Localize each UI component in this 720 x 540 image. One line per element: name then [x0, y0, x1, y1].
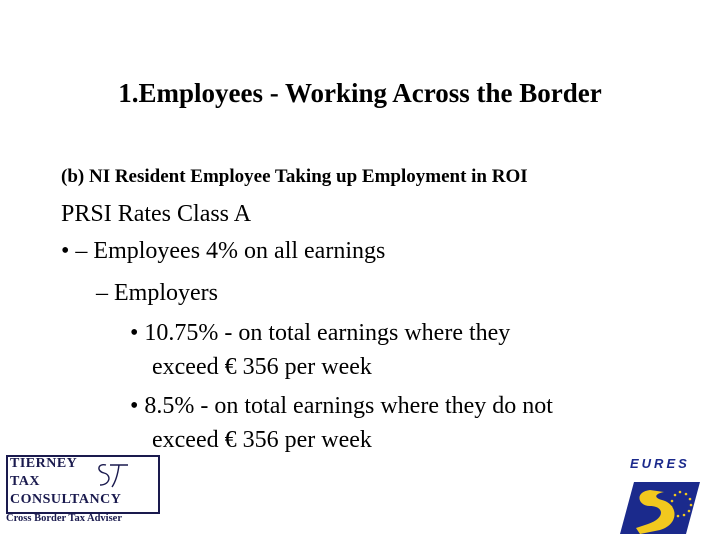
rate1-text: 10.75% - on total earnings where they	[138, 320, 511, 346]
rate1-continuation: exceed € 356 per week	[152, 354, 372, 380]
slide-title: 1.Employees - Working Across the Border	[118, 78, 602, 108]
rate2-continuation: exceed € 356 per week	[152, 427, 372, 453]
prsi-heading: PRSI Rates Class A	[61, 201, 252, 227]
rate1-line	[130, 320, 510, 347]
bullet: •	[130, 320, 139, 346]
tierney-tagline: Cross Border Tax Adviser	[6, 513, 123, 524]
bullet: •	[130, 393, 139, 419]
employers-line: – Employers	[96, 280, 218, 306]
employees-line	[61, 238, 385, 265]
employees-text: – Employees 4% on all earnings	[69, 238, 386, 264]
eures-logo	[620, 456, 710, 536]
tierney-word-1: TIERNEY	[10, 456, 78, 471]
rate2-text: 8.5% - on total earnings where they do not	[138, 393, 553, 419]
st-monogram-icon	[92, 459, 132, 491]
slide-subtitle: (b) NI Resident Employee Taking up Employment in ROI	[61, 166, 528, 187]
tierney-word-2: TAX	[10, 474, 41, 489]
tierney-logo	[6, 455, 164, 525]
eures-emblem-icon	[620, 474, 708, 536]
bullet: •	[61, 238, 70, 264]
rate2-line	[130, 393, 553, 420]
eures-wordmark: EURES	[630, 456, 690, 471]
tierney-word-3: CONSULTANCY	[10, 492, 122, 507]
